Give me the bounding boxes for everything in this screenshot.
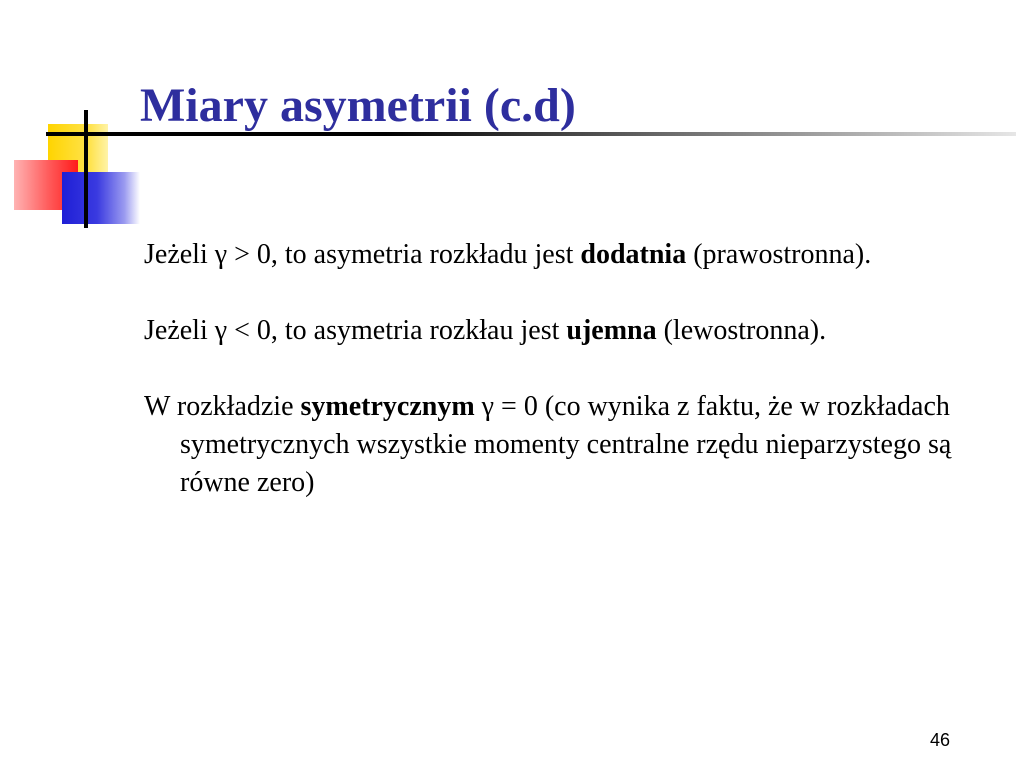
page-number: 46 [930,730,951,750]
bullet-negative-skew [144,312,984,350]
slide-title: Miary asymetrii (c.d) [140,79,576,132]
bullet-bold-term: dodatnia [580,239,687,270]
logo-blue-square [62,172,140,224]
logo-vertical-line [84,110,88,228]
bullet-text: Jeżeli γ > 0, to asymetria rozkładu jest [144,239,581,270]
bullet-bold-term: symetrycznym [300,391,475,422]
bullet-bold-term: ujemna [566,315,657,346]
bullet-symmetric [144,388,984,502]
bullet-text: (prawostronna). [686,239,872,270]
bullet-text: Jeżeli γ < 0, to asymetria rozkłau jest [144,315,567,346]
bullet-text: (lewostronna). [656,315,827,346]
bullet-positive-skew [144,236,984,274]
bullet-text: W rozkładzie [144,391,301,422]
bullet-text: γ = 0 (co wynika z faktu, że w rozkładach symetrycznych wszystkie momenty centralne rzędu nieparzystego są równe zero) [180,391,952,498]
slide-content [144,236,984,540]
